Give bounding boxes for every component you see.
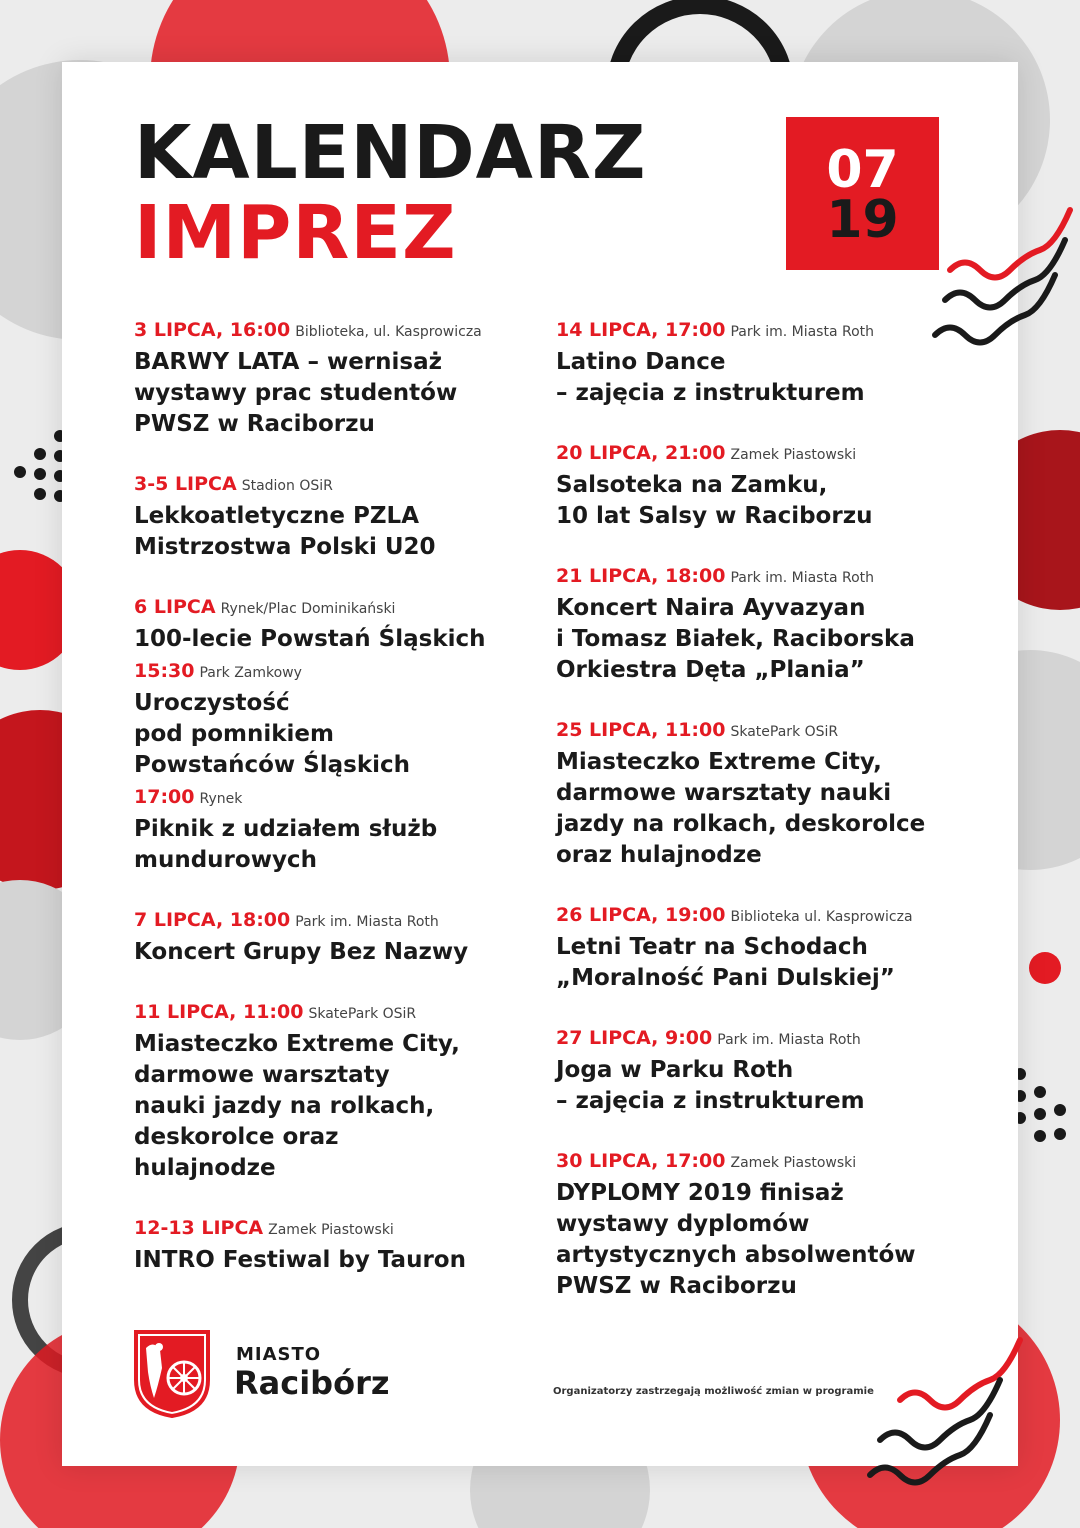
event-place: Zamek Piastowski (730, 447, 857, 463)
event-item (134, 470, 534, 563)
event-datetime: 3-5 LIPCA (134, 473, 237, 495)
event-place: Zamek Piastowski (730, 1155, 857, 1171)
event-name: Joga w Parku Roth – zajęcia z instrukturem (556, 1057, 865, 1114)
event-item (556, 716, 968, 871)
event-datetime: 21 LIPCA, 18:00 (556, 565, 726, 587)
event-item (556, 901, 968, 994)
event-datetime: 25 LIPCA, 11:00 (556, 719, 726, 741)
event-name: DYPLOMY 2019 finisaż wystawy dyplomów artystycznych absolwentów PWSZ w Raciborzu (556, 1180, 916, 1299)
event-name: INTRO Festiwal by Tauron (134, 1247, 466, 1273)
event-name: Koncert Grupy Bez Nazwy (134, 939, 469, 965)
event-item (134, 998, 534, 1184)
event-place: Zamek Piastowski (268, 1222, 394, 1238)
event-item (556, 316, 968, 409)
event-datetime: 26 LIPCA, 19:00 (556, 904, 726, 926)
event-name: Salsoteka na Zamku, 10 lat Salsy w Raciborzu (556, 472, 873, 529)
city-coat-of-arms-icon (132, 1328, 212, 1418)
sub-event-place: Park Zamkowy (199, 665, 302, 681)
event-item (556, 1024, 968, 1117)
disclaimer-text: Organizatorzy zastrzegają możliwość zmian w programie (553, 1386, 874, 1397)
event-datetime: 20 LIPCA, 21:00 (556, 442, 726, 464)
event-datetime: 3 LIPCA, 16:00 (134, 319, 291, 341)
event-item (556, 439, 968, 532)
year-number: 19 (826, 190, 899, 250)
event-item (556, 1147, 968, 1302)
event-place: Stadion OSiR (241, 478, 333, 494)
events-column-right (556, 316, 968, 1302)
event-place: SkatePark OSiR (308, 1006, 417, 1022)
event-datetime: 14 LIPCA, 17:00 (556, 319, 726, 341)
events-column-left (134, 316, 534, 1276)
event-item (134, 906, 534, 968)
title-line-1: KALENDARZ (134, 110, 647, 196)
event-place: SkatePark OSiR (730, 724, 839, 740)
event-item (134, 593, 534, 876)
event-name: Koncert Naira Ayvazyan i Tomasz Białek, Raciborska Orkiestra Dęta „Plania” (556, 595, 915, 683)
sub-event-place: Rynek (199, 791, 243, 807)
month-badge (786, 117, 939, 270)
event-name: Miasteczko Extreme City, darmowe warsztaty nauki jazdy na rolkach, deskorolce oraz hulajnodze (134, 1031, 460, 1181)
event-name: Letni Teatr na Schodach „Moralność Pani Dulskiej” (556, 934, 895, 991)
sub-event-name: Piknik z udziałem służb mundurowych (134, 816, 438, 873)
event-name: Lekkoatletyczne PZLA Mistrzostwa Polski U20 (134, 503, 436, 560)
event-datetime: 27 LIPCA, 9:00 (556, 1027, 713, 1049)
sub-event-name: Uroczystość pod pomnikiem Powstańców Śląskich (134, 690, 411, 778)
event-name: BARWY LATA – wernisaż wystawy prac studentów PWSZ w Raciborzu (134, 349, 458, 437)
event-name: Miasteczko Extreme City, darmowe warsztaty nauki jazdy na rolkach, deskorolce oraz hulajnodze (556, 749, 926, 868)
event-place: Park im. Miasta Roth (295, 914, 439, 930)
event-datetime: 11 LIPCA, 11:00 (134, 1001, 304, 1023)
event-item (134, 1214, 534, 1276)
event-item (556, 562, 968, 686)
event-name: 100-lecie Powstań Śląskich (134, 626, 486, 652)
event-datetime: 7 LIPCA, 18:00 (134, 909, 291, 931)
event-name: Latino Dance – zajęcia z instrukturem (556, 349, 865, 406)
event-place: Park im. Miasta Roth (717, 1032, 861, 1048)
title-line-2: IMPREZ (134, 190, 457, 276)
event-place: Biblioteka, ul. Kasprowicza (295, 324, 482, 340)
event-datetime: 6 LIPCA (134, 596, 216, 618)
event-place: Rynek/Plac Dominikański (220, 601, 396, 617)
sub-event-time: 15:30 (134, 660, 195, 682)
event-place: Biblioteka ul. Kasprowicza (730, 909, 913, 925)
sub-event-item (134, 783, 534, 876)
brand-line-1: MIASTO (236, 1344, 322, 1365)
event-place: Park im. Miasta Roth (730, 570, 875, 586)
sub-event-item (134, 657, 534, 781)
event-datetime: 30 LIPCA, 17:00 (556, 1150, 726, 1172)
sub-event-time: 17:00 (134, 786, 195, 808)
month-number: 07 (826, 140, 899, 200)
event-item (134, 316, 534, 440)
event-place: Park im. Miasta Roth (730, 324, 875, 340)
brand-line-2: Racibórz (234, 1364, 390, 1402)
event-datetime: 12-13 LIPCA (134, 1217, 264, 1239)
